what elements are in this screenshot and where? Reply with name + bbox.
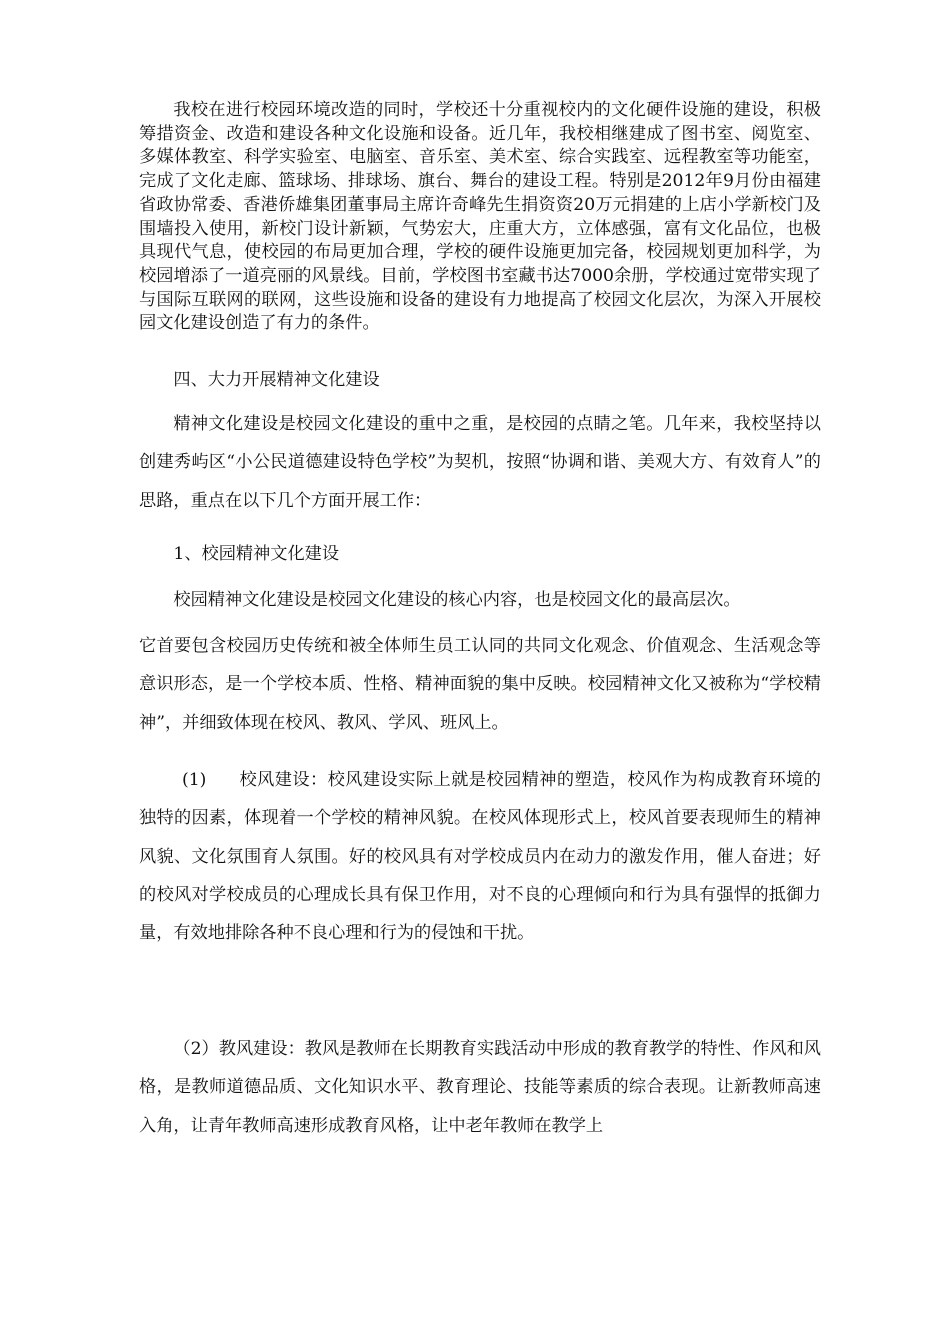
paragraph-spiritual-culture-intro: 精神文化建设是校园文化建设的重中之重，是校园的点睛之笔。几年来，我校坚持以创建秀屿区“小公民道德建设特色学校”为契机，按照“协调和谐、美观大方、有效育人”的思路，重点在以下几个方面开展工作：: [139, 414, 821, 511]
paragraph-school-style-text: 校风建设：校风建设实际上就是校园精神的塑造，校风作为构成教育环境的独特的因素，体现着一个学校的精神风貌。在校风体现形式上，校风首要表现师生的精神风貌、文化氛围育人氛围。好的校风具有对学校成员内在动力的激发作用，催人奋进；好的校风对学校成员的心理成长具有保卫作用，对不良的心理倾向和行为具有强悍的抵御力量，有效地排除各种不良心理和行为的侵蚀和干扰。: [139, 770, 821, 944]
paragraph-campus-spirit-core: 校园精神文化建设是校园文化建设的核心内容，也是校园文化的最高层次。: [173, 590, 741, 610]
paragraph-cultural-facilities: 我校在进行校园环境改造的同时，学校还十分重视校内的文化硬件设施的建设，积极筹措资金、改造和建设各种文化设施和设备。近几年，我校相继建成了图书室、阅览室、多媒体教室、科学实验室、电脑室、音乐室、美术室、综合实践室、远程教室等功能室，完成了文化走廊、篮球场、排球场、旗台、舞台的建设工程。特别是2012年9月份由福建省政协常委、香港侨雄集团董事局主席许奇峰先生捐资资20万元捐建的上店小学新校门及围墙投入使用，新校门设计新颖，气势宏大，庄重大方，立体感强，富有文化品位，也极具现代气息，使校园的布局更加合理，学校的硬件设施更加完备，校园规划更加科学，为校园增添了一道亮丽的风景线。目前，学校图书室藏书达7000余册，学校通过宽带实现了与国际互联网的联网，这些设施和设备的建设有力地提高了校园文化层次，为深入开展校园文化建设创造了有力的条件。: [139, 100, 821, 334]
paragraph-teaching-style: （2）教风建设：教风是教师在长期教育实践活动中形成的教育教学的特性、作风和风格，是教师道德品质、文化知识水平、教育理论、技能等素质的综合表现。让新教师高速入角，让青年教师高速形成教育风格，让中老年教师在教学上: [139, 1039, 821, 1136]
section-heading-spiritual-culture: 四、大力开展精神文化建设: [173, 370, 380, 390]
list-marker-school-style: (1): [182, 770, 207, 790]
paragraph-campus-spirit-content: 它首要包含校园历史传统和被全体师生员工认同的共同文化观念、价值观念、生活观念等意识形态，是一个学校本质、性格、精神面貌的集中反映。校园精神文化又被称为“学校精神”，并细致体现在校风、教风、学风、班风上。: [139, 636, 821, 733]
paragraph-school-style: [139, 761, 821, 952]
subheading-campus-spirit: 1、校园精神文化建设: [173, 544, 340, 564]
